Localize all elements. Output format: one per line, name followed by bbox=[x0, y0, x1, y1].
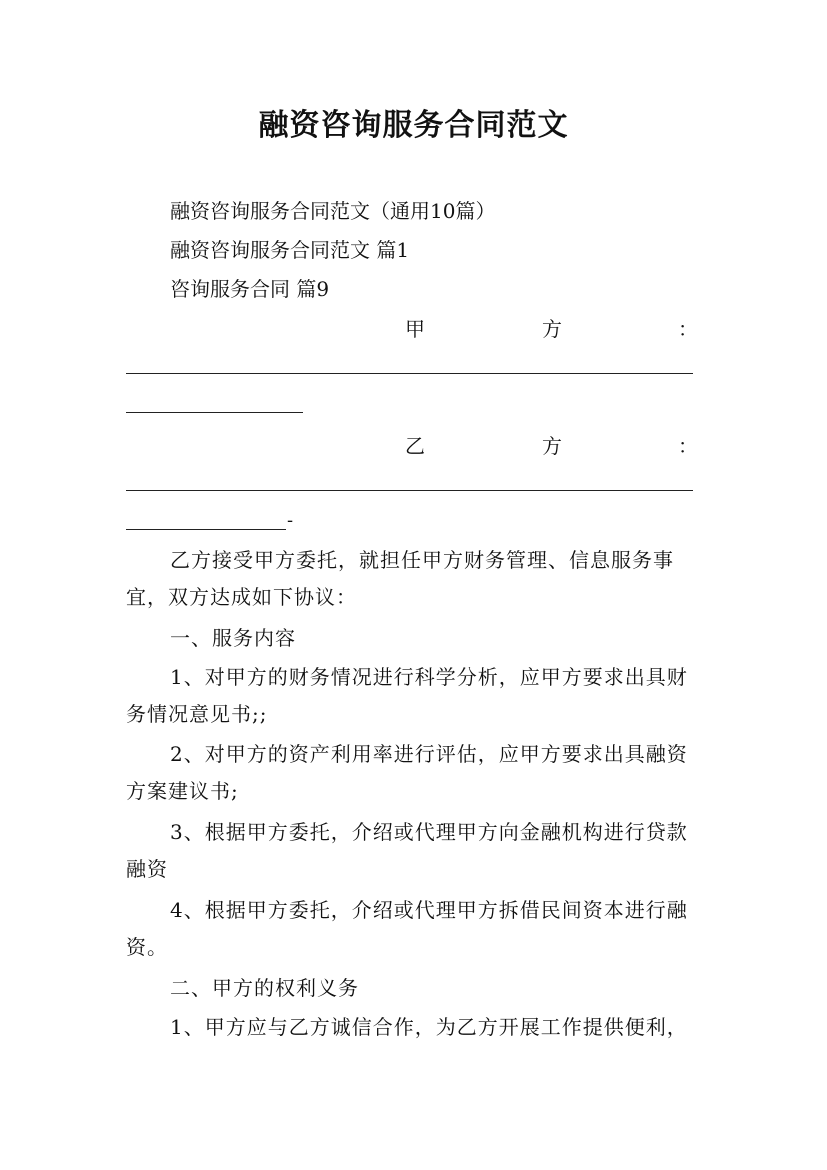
paragraph: 3、根据甲方委托，介绍或代理甲方向金融机构进行贷款融资 bbox=[126, 820, 688, 881]
paragraph: 2、对甲方的资产利用率进行评估，应甲方要求出具融资方案建议书; bbox=[126, 742, 688, 803]
subtitle-line: 融资咨询服务合同范文 篇1 bbox=[170, 238, 410, 262]
party-b-label bbox=[126, 433, 698, 459]
party-b-colon: ： bbox=[678, 434, 698, 458]
paragraph: 1、对甲方的财务情况进行科学分析，应甲方要求出具财务情况意见书;; bbox=[126, 665, 688, 726]
party-b-blank-line bbox=[126, 490, 693, 491]
section-heading: 二、甲方的权利义务 bbox=[170, 976, 359, 1000]
document-title: 融资咨询服务合同范文 bbox=[258, 108, 569, 143]
party-a-blank-line-cont bbox=[126, 412, 303, 413]
party-b-char2: 方 bbox=[542, 434, 562, 458]
party-b-trailing-mark: - bbox=[287, 510, 294, 531]
party-a-colon: ： bbox=[678, 317, 698, 341]
party-b-blank-line-cont bbox=[126, 529, 286, 530]
party-a-char1: 甲 bbox=[405, 317, 425, 341]
paragraph: 4、根据甲方委托，介绍或代理甲方拆借民间资本进行融资。 bbox=[126, 898, 688, 959]
section-heading: 一、服务内容 bbox=[170, 626, 296, 650]
paragraph: 1、甲方应与乙方诚信合作，为乙方开展工作提供便利， bbox=[170, 1015, 688, 1039]
subtitle-line: 融资咨询服务合同范文（通用10篇） bbox=[170, 199, 496, 223]
subtitle-line: 咨询服务合同 篇9 bbox=[170, 277, 330, 301]
paragraph: 乙方接受甲方委托，就担任甲方财务管理、信息服务事宜，双方达成如下协议： bbox=[126, 548, 674, 609]
party-a-label bbox=[126, 316, 698, 342]
party-a-blank-line bbox=[126, 373, 693, 374]
party-b-char1: 乙 bbox=[405, 434, 425, 458]
party-a-char2: 方 bbox=[542, 317, 562, 341]
